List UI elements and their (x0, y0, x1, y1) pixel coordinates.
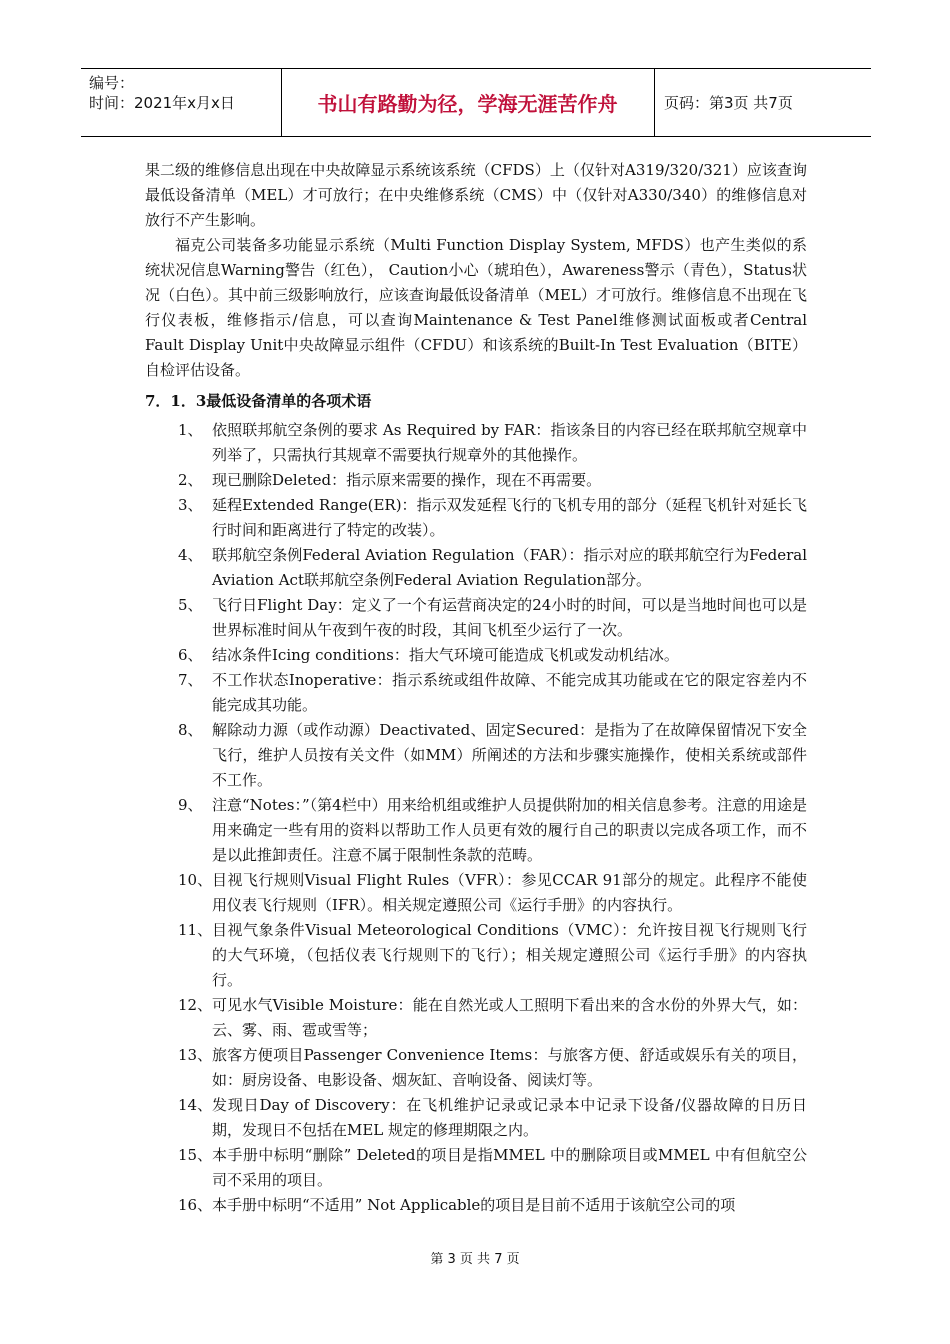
item-text: 本手册中标明“删除” Deleted的项目是指MMEL 中的删除项目或MMEL 中有但航空公司不采用的项目。 (212, 1146, 807, 1189)
item-text: 可见水气Visible Moisture：能在自然光或人工照明下看出来的含水份的外界大气，如：云、雾、雨、雹或雪等； (212, 996, 807, 1039)
item-text: 目视飞行规则Visual Flight Rules（VFR）：参见CCAR 91部分的规定。此程序不能使用仪表飞行规则（IFR）。相关规定遵照公司《运行手册》的内容执行。 (212, 871, 807, 914)
list-item (145, 793, 807, 868)
item-text: 注意“Notes：”（第4栏中）用来给机组或维护人员提供附加的相关信息参考。注意的用途是用来确定一些有用的资料以帮助工作人员更有效的履行自己的职责以完成各项工作，而不是以此推卸责任。注意不属于限制性条款的范畴。 (212, 796, 807, 864)
item-number: 11、 (178, 921, 213, 939)
item-text: 依照联邦航空条例的要求 As Required by FAR：指该条目的内容已经在联邦航空规章中列举了，只需执行其规章不需要执行规章外的其他操作。 (212, 421, 807, 464)
list-item (145, 493, 807, 543)
item-text: 发现日Day of Discovery：在飞机维护记录或记录本中记录下设备/仪器故障的日历日期，发现日不包括在MEL 规定的修理期限之内。 (212, 1096, 807, 1139)
list-item (145, 718, 807, 793)
item-text: 联邦航空条例Federal Aviation Regulation（FAR）：指示对应的联邦航空行为Federal Aviation Act联邦航空条例Federal Aviation Regulation部分。 (212, 546, 807, 589)
list-item (145, 418, 807, 468)
item-text: 不工作状态Inoperative：指示系统或组件故障、不能完成其功能或在它的限定容差内不能完成其功能。 (212, 671, 807, 714)
list-item (145, 868, 807, 918)
list-item (145, 468, 807, 493)
header-number: 编号： (89, 74, 135, 92)
item-number: 4、 (178, 546, 203, 564)
item-number: 3、 (178, 496, 203, 514)
item-text: 延程Extended Range(ER)：指示双发延程飞行的飞机专用的部分（延程飞机针对延长飞行时间和距离进行了特定的改装）。 (212, 496, 807, 539)
list-item (145, 593, 807, 643)
item-text: 解除动力源（或作动源）Deactivated、固定Secured：是指为了在故障保留情况下安全飞行，维护人员按有关文件（如MM）所阐述的方法和步骤实施操作，使相关系统或部件不工作。 (212, 721, 807, 789)
item-text: 本手册中标明“不适用” Not Applicable的项目是目前不适用于该航空公司的项 (212, 1196, 736, 1214)
list-item (145, 918, 807, 993)
item-number: 6、 (178, 646, 203, 664)
term-list (145, 418, 807, 1218)
item-number: 2、 (178, 471, 203, 489)
item-number: 1、 (178, 421, 203, 439)
paragraph: 果二级的维修信息出现在中央故障显示系统该系统（CFDS）上（仅针对A319/320/321）应该查询最低设备清单（MEL）才可放行；在中央维修系统（CMS）中（仅针对A330/340）的维修信息对放行不产生影响。 (145, 161, 807, 229)
document-body (145, 158, 807, 1218)
item-number: 10、 (178, 871, 213, 889)
item-text: 旅客方便项目Passenger Convenience Items：与旅客方便、舒适或娱乐有关的项目，如：厨房设备、电影设备、烟灰缸、音响设备、阅读灯等。 (212, 1046, 807, 1089)
list-item (145, 1043, 807, 1093)
list-item (145, 1193, 807, 1218)
paragraph: 福克公司装备多功能显示系统（Multi Function Display System, MFDS）也产生类似的系统状况信息Warning警告（红色）， Caution小心（琥珀色），Awareness警示（青色），Status状况（白色）。其中前三级影响放行，应该查询最低设备清单（MEL）才可放行。维修信息不出现在飞行仪表板，维修指示/信息，可以查询Maintenance & Test Panel维修测试面板或者Central Fault Display Unit中央故障显示组件（CFDU）和该系统的Built-In Test Evaluation（BITE）自检评估设备。 (145, 236, 807, 379)
item-text: 现已删除Deleted：指示原来需要的操作，现在不再需要。 (212, 471, 602, 489)
item-number: 5、 (178, 596, 203, 614)
section-heading: 7．1．3最低设备清单的各项术语 (145, 392, 372, 410)
header-meta (89, 73, 279, 113)
item-number: 9、 (178, 796, 203, 814)
list-item (145, 543, 807, 593)
list-item (145, 1093, 807, 1143)
header-page: 页码：第3页 共7页 (664, 94, 793, 112)
item-number: 16、 (178, 1196, 213, 1214)
item-number: 7、 (178, 671, 203, 689)
header-motto: 书山有路勤为径，学海无涯苦作舟 (317, 92, 618, 116)
page-header (81, 68, 871, 137)
item-number: 14、 (178, 1096, 213, 1114)
list-item (145, 993, 807, 1043)
list-item (145, 668, 807, 718)
item-number: 15、 (178, 1146, 213, 1164)
page-footer: 第 3 页 共 7 页 (430, 1252, 520, 1267)
item-text: 结冰条件Icing conditions：指大气环境可能造成飞机或发动机结冰。 (212, 646, 679, 664)
list-item (145, 1143, 807, 1193)
item-number: 13、 (178, 1046, 213, 1064)
list-item (145, 643, 807, 668)
header-divider (654, 69, 655, 136)
item-text: 目视气象条件Visual Meteorological Conditions（VMC）：允许按目视飞行规则飞行的大气环境，（包括仪表飞行规则下的飞行）；相关规定遵照公司《运行手册》的内容执行。 (212, 921, 807, 989)
item-text: 飞行日Flight Day：定义了一个有运营商决定的24小时的时间，可以是当地时间也可以是世界标准时间从午夜到午夜的时段，其间飞机至少运行了一次。 (212, 596, 807, 639)
header-time: 时间：2021年x月x日 (89, 94, 235, 112)
item-number: 8、 (178, 721, 203, 739)
item-number: 12、 (178, 996, 213, 1014)
